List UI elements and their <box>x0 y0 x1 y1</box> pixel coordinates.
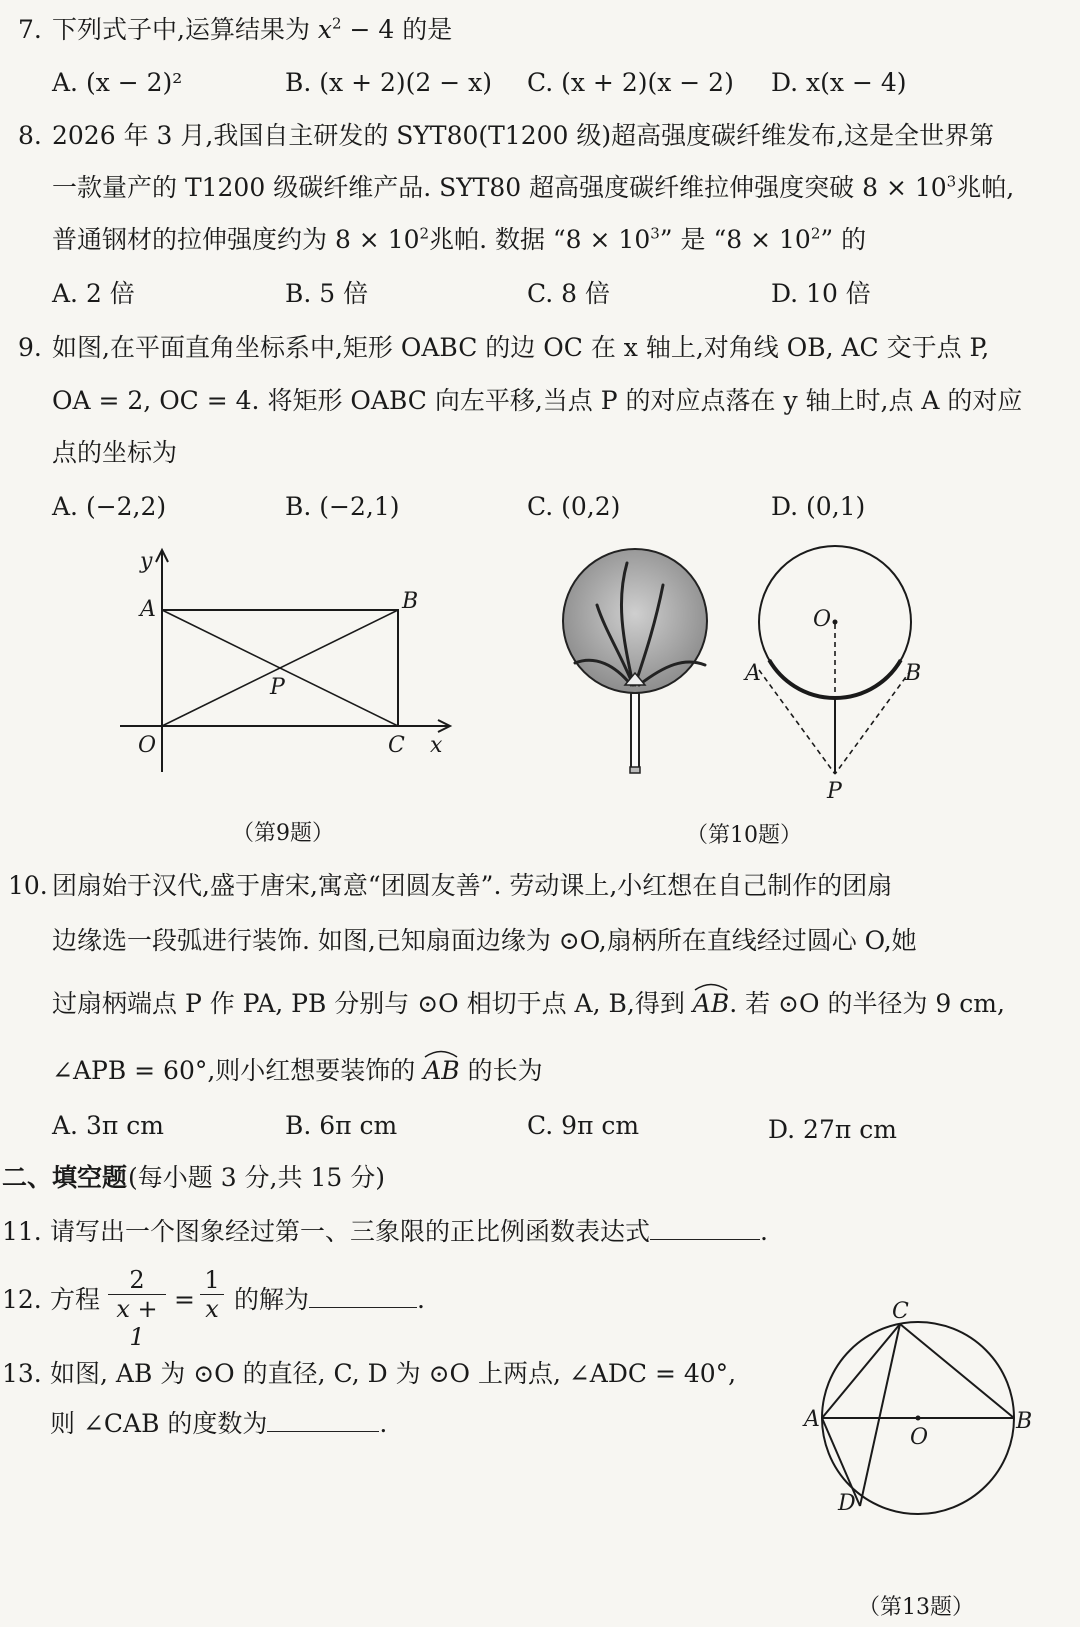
q11-question: 请写出一个图象经过第一、三象限的正比例函数表达式 <box>50 1217 651 1246</box>
q7-option-c: C. (x + 2)(x − 2) <box>527 68 734 97</box>
q8-option-a: A. 2 倍 <box>52 279 135 308</box>
label-c: C <box>892 1299 909 1324</box>
q8-text-3-c: ” 是 “8 × 10 <box>659 225 811 254</box>
q13-period: . <box>379 1409 388 1438</box>
q12-numerator-right: 1 <box>204 1266 220 1294</box>
q7-stem-text: 下列式子中,运算结果为 <box>52 15 318 44</box>
q7-stem <box>52 14 452 46</box>
q10-text-3-main: 过扇柄端点 P 作 PA, PB 分别与 ⊙O 相切于点 A, B,得到 <box>52 989 693 1018</box>
q10-text-4 <box>52 1055 543 1087</box>
figure-10-caption: （第10题） <box>686 823 802 848</box>
arc-mark <box>693 981 729 991</box>
arc-mark-2 <box>423 1048 459 1058</box>
q10-number: 10. <box>8 871 48 900</box>
q10-option-d: D. 27π cm <box>768 1115 897 1144</box>
arc-ab-symbol <box>693 989 729 1018</box>
arc-ab-letters: AB <box>692 989 730 1018</box>
q10-text-2: 边缘选一段弧进行装饰. 如图,已知扇面边缘为 ⊙O,扇柄所在直线经过圆心 O,她 <box>52 926 917 955</box>
q7-option-d: D. x(x − 4) <box>771 68 907 97</box>
q10-option-c: C. 9π cm <box>527 1111 640 1140</box>
q9-option-a: A. (−2,2) <box>52 492 167 521</box>
q10-text-3 <box>52 988 1005 1020</box>
q13-text-1: 如图, AB 为 ⊙O 的直径, C, D 为 ⊙O 上两点, ∠ADC = 40°, <box>50 1359 737 1388</box>
q10-option-a: A. 3π cm <box>52 1111 164 1140</box>
figure-13-caption: （第13题） <box>858 1595 974 1620</box>
figure-9-caption: （第9题） <box>232 821 334 846</box>
arc-ab-letters-2: AB <box>423 1056 460 1085</box>
fan-handle <box>631 693 639 771</box>
q8-option-c: C. 8 倍 <box>527 279 610 308</box>
q13-answer-blank[interactable] <box>267 1409 379 1432</box>
figure-9 <box>110 540 470 780</box>
q12-pre: 方程 <box>50 1285 101 1314</box>
figure-13 <box>800 1298 1040 1524</box>
center-dot <box>916 1416 921 1421</box>
q8-text-1: 2026 年 3 月,我国自主研发的 SYT80(T1200 级)超高强度碳纤维发布,这是全世界第 <box>52 121 995 150</box>
q8-text-2-end: 兆帕, <box>956 173 1015 202</box>
q7-option-b: B. (x + 2)(2 − x) <box>285 68 492 97</box>
fan-illustration <box>555 545 725 780</box>
label-a: A <box>745 661 761 686</box>
q11-text <box>50 1216 768 1248</box>
q8-text-3-sup1: 2 <box>419 224 430 243</box>
q9-text-3: 点的坐标为 <box>52 438 178 467</box>
label-b: B <box>1016 1409 1033 1434</box>
q13-number: 13. <box>2 1359 42 1388</box>
q7-expr-sup: 2 <box>332 14 342 33</box>
q8-text-3-sup3: 2 <box>810 224 821 243</box>
q9-option-c: C. (0,2) <box>527 492 621 521</box>
q12-answer-blank[interactable] <box>309 1285 417 1308</box>
q12-denominator-left: x + 1 <box>108 1294 166 1351</box>
fan-face <box>563 549 707 693</box>
q7-number: 7. <box>18 15 42 44</box>
q13-question: 则 ∠CAB 的度数为 <box>50 1409 268 1438</box>
label-x: x <box>430 733 443 758</box>
q11-period: . <box>760 1217 768 1246</box>
q12-period: . <box>417 1285 425 1314</box>
label-d: D <box>838 1491 856 1516</box>
chord-cd <box>860 1324 900 1506</box>
section-2-title: 二、填空题 <box>2 1163 128 1192</box>
figure-10 <box>735 540 935 810</box>
q8-option-b: B. 5 倍 <box>285 279 369 308</box>
q10-option-b: B. 6π cm <box>285 1111 398 1140</box>
chord-cb <box>900 1324 1014 1418</box>
q8-text-3-sup2: 3 <box>650 224 660 243</box>
q9-text-1: 如图,在平面直角坐标系中,矩形 OABC 的边 OC 在 x 轴上,对角线 OB, AC 交于点 P, <box>52 333 990 362</box>
q8-text-2-sup: 3 <box>946 172 957 191</box>
q9-option-b: B. (−2,1) <box>285 492 400 521</box>
q7-stem-end: − 4 的是 <box>341 15 453 44</box>
q10-text-4-main: ∠APB = 60°,则小红想要装饰的 <box>52 1056 424 1085</box>
q7-option-a: A. (x − 2)² <box>52 68 183 97</box>
q11-number: 11. <box>2 1217 42 1246</box>
q9-number: 9. <box>18 333 42 362</box>
label-p: P <box>270 675 285 700</box>
q13-text-2 <box>50 1408 387 1440</box>
label-b: B <box>905 661 922 686</box>
q7-expr-x: x <box>317 15 333 44</box>
q12-question: 的解为 <box>234 1285 310 1314</box>
label-o: O <box>910 1425 929 1450</box>
q12-fraction-left <box>108 1266 166 1351</box>
section-2-note: (每小题 3 分,共 15 分) <box>128 1163 385 1192</box>
q8-text-2 <box>52 172 1014 204</box>
fan-handle-end <box>630 767 640 773</box>
q9-text-2: OA = 2, OC = 4. 将矩形 OABC 向左平移,当点 P 的对应点落在 y 轴上时,点 A 的对应 <box>52 386 1023 415</box>
label-b: B <box>402 589 419 614</box>
q12-post <box>234 1284 425 1316</box>
q10-text-4-end: 的长为 <box>459 1056 543 1085</box>
label-c: C <box>388 733 405 758</box>
q12-number: 12. <box>2 1285 42 1314</box>
label-o: O <box>138 733 157 758</box>
q8-text-3-b: 兆帕. 数据 “8 × 10 <box>429 225 651 254</box>
label-a: A <box>804 1407 820 1432</box>
q12-fraction-right <box>200 1266 224 1323</box>
q12-equals: = <box>174 1285 195 1314</box>
label-o: O <box>813 607 832 632</box>
center-dot <box>833 620 838 625</box>
q12-denominator-right: x <box>200 1294 224 1323</box>
label-y: y <box>140 549 153 574</box>
q8-option-d: D. 10 倍 <box>771 279 871 308</box>
q8-text-2-main: 一款量产的 T1200 级碳纤维产品. SYT80 超高强度碳纤维拉伸强度突破 8 × 10 <box>52 173 947 202</box>
q8-text-3 <box>52 224 866 256</box>
q10-text-1: 团扇始于汉代,盛于唐宋,寓意“团圆友善”. 劳动课上,小红想在自己制作的团扇 <box>52 871 893 900</box>
q9-option-d: D. (0,1) <box>771 492 866 521</box>
q12-numerator-left: 2 <box>129 1266 145 1294</box>
q8-text-3-d: ” 的 <box>820 225 867 254</box>
q8-number: 8. <box>18 121 42 150</box>
q11-answer-blank[interactable] <box>650 1217 760 1240</box>
label-a: A <box>140 597 156 622</box>
label-p: P <box>827 779 842 804</box>
q10-text-3-end: . 若 ⊙O 的半径为 9 cm, <box>729 989 1005 1018</box>
q8-text-3-a: 普通钢材的拉伸强度约为 8 × 10 <box>52 225 420 254</box>
arc-ab-symbol-2 <box>423 1056 459 1085</box>
